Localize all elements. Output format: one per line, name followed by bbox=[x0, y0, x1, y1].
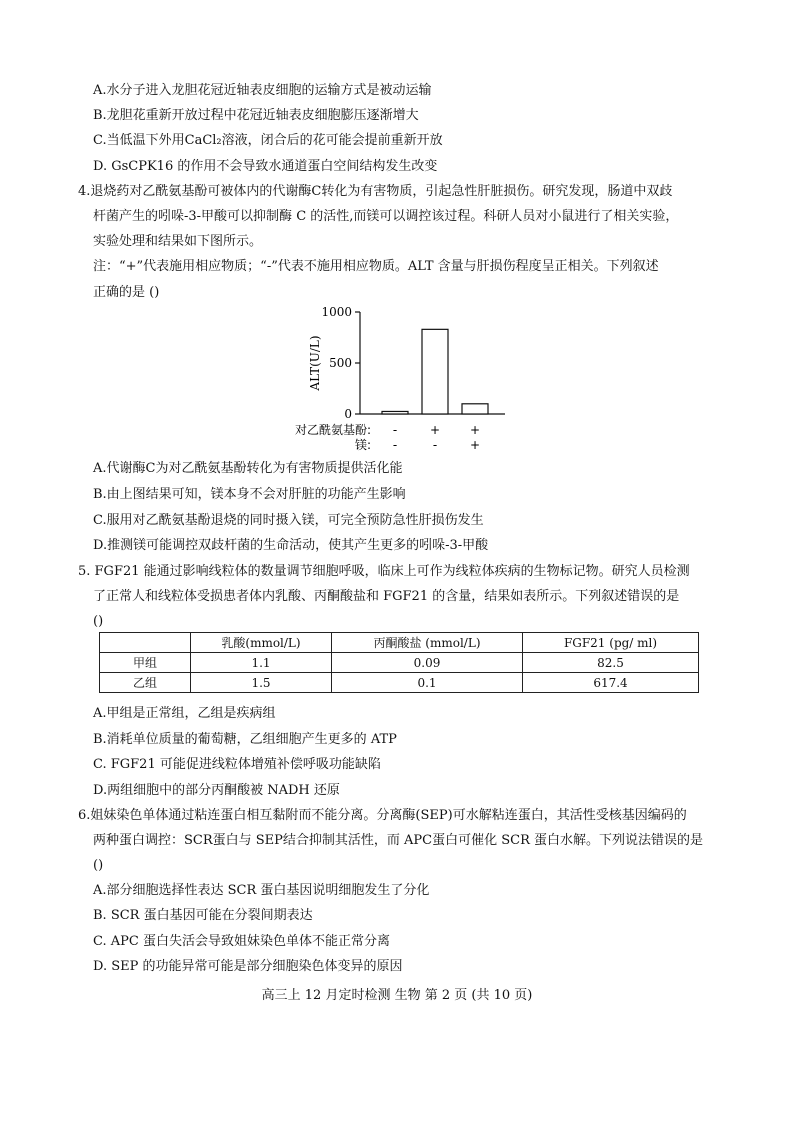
q6-option-b: B. SCR 蛋白基因可能在分裂间期表达 bbox=[93, 908, 313, 923]
q5-option-a: A.甲组是正常组，乙组是疾病组 bbox=[93, 706, 276, 721]
table-header-cell: FGF21 (pg/ ml) bbox=[523, 633, 699, 653]
q3-option-b: B.龙胆花重新开放过程中花冠近轴表皮细胞膨压逐渐增大 bbox=[93, 108, 419, 123]
q6-option-c: C. APC 蛋白失活会导致姐妹染色单体不能正常分离 bbox=[93, 934, 390, 949]
treatment-mark: + bbox=[429, 423, 441, 437]
q6-stem-line: 两种蛋白调控：SCR蛋白与 SEP结合抑制其活性，而 APC蛋白可催化 SCR 蛋白水解。下列说法错误的是 bbox=[93, 833, 704, 848]
q6-option-a: A.部分细胞选择性表达 SCR 蛋白基因说明细胞发生了分化 bbox=[93, 883, 430, 898]
q5-stem-line: 了正常人和线粒体受损患者体内乳酸、丙酮酸盐和 FGF21 的含量，结果如表所示。下列叙述错误的是 bbox=[93, 589, 680, 604]
treatment-mark: + bbox=[469, 438, 481, 452]
bar bbox=[382, 411, 408, 414]
q6-stem-line: () bbox=[93, 858, 104, 873]
table-header-cell bbox=[100, 633, 191, 653]
q5-option-d: D.两组细胞中的部分丙酮酸被 NADH 还原 bbox=[93, 783, 340, 798]
q5-stem-line: () bbox=[93, 614, 104, 629]
q4-stem-line: 正确的是 () bbox=[93, 285, 160, 300]
bar bbox=[462, 404, 488, 414]
q4-option-d: D.推测镁可能调控双歧杆菌的生命活动，使其产生更多的吲哚-3-甲酸 bbox=[93, 538, 489, 553]
table-cell: 0.1 bbox=[332, 673, 523, 693]
treatment-mark: - bbox=[392, 423, 398, 437]
y-tick-label: 500 bbox=[329, 356, 352, 370]
y-tick-label: 0 bbox=[344, 407, 352, 421]
q3-option-d: D. GsCPK16 的作用不会导致水通道蛋白空间结构发生改变 bbox=[93, 159, 438, 174]
q3-option-a: A.水分子进入龙胆花冠近轴表皮细胞的运输方式是被动运输 bbox=[93, 83, 432, 98]
bar bbox=[422, 329, 448, 414]
table-row bbox=[100, 673, 699, 693]
q5-option-b: B.消耗单位质量的葡萄糖，乙组细胞产生更多的 ATP bbox=[93, 732, 397, 747]
alt-bar-chart bbox=[285, 300, 515, 460]
treatment-row-label: 对乙酰氨基酚: bbox=[294, 423, 371, 437]
q5-option-c: C. FGF21 可能促进线粒体增殖补偿呼吸功能缺陷 bbox=[93, 757, 381, 772]
q4-stem-line: 4.退烧药对乙酰氨基酚可被体内的代谢酶C转化为有害物质，引起急性肝脏损伤。研究发现，肠道中双歧 bbox=[78, 184, 673, 199]
treatment-row-label: 镁: bbox=[354, 438, 371, 452]
table-header-cell: 乳酸(mmol/L) bbox=[191, 633, 332, 653]
q4-option-a: A.代谢酶C为对乙酰氨基酚转化为有害物质提供活化能 bbox=[93, 461, 403, 476]
q4-option-c: C.服用对乙酰氨基酚退烧的同时摄入镁，可完全预防急性肝损伤发生 bbox=[93, 513, 484, 528]
q4-stem-line: 杆菌产生的吲哚-3-甲酸可以抑制酶 C 的活性,而镁可以调控该过程。科研人员对小鼠进行了相关实验， bbox=[93, 209, 679, 224]
table-cell: 617.4 bbox=[523, 673, 699, 693]
treatment-mark: - bbox=[432, 438, 438, 452]
q4-stem-line: 注：“+”代表施用相应物质；“-”代表不施用相应物质。ALT 含量与肝损伤程度呈正相关。下列叙述 bbox=[93, 259, 659, 274]
table-cell: 0.09 bbox=[332, 653, 523, 673]
y-tick-label: 1000 bbox=[321, 305, 352, 319]
page-footer: 高三上 12 月定时检测 生物 第 2 页 (共 10 页) bbox=[261, 988, 533, 1003]
table-cell: 82.5 bbox=[523, 653, 699, 673]
y-axis-label: ALT(U/L) bbox=[308, 335, 322, 391]
q6-option-d: D. SEP 的功能异常可能是部分细胞染色体变异的原因 bbox=[93, 959, 403, 974]
data-table bbox=[99, 632, 699, 693]
table-cell: 甲组 bbox=[100, 653, 191, 673]
table-row bbox=[100, 653, 699, 673]
table-cell: 乙组 bbox=[100, 673, 191, 693]
table-cell: 1.5 bbox=[191, 673, 332, 693]
q4-option-b: B.由上图结果可知，镁本身不会对肝脏的功能产生影响 bbox=[93, 487, 406, 502]
q4-stem-line: 实验处理和结果如下图所示。 bbox=[93, 234, 263, 249]
treatment-mark: + bbox=[469, 423, 481, 437]
table-cell: 1.1 bbox=[191, 653, 332, 673]
q6-stem-line: 6.姐妹染色单体通过粘连蛋白相互黏附而不能分离。分离酶(SEP)可水解粘连蛋白，其活性受核基因编码的 bbox=[78, 808, 687, 823]
table-header-cell: 丙酮酸盐 (mmol/L) bbox=[332, 633, 523, 653]
treatment-mark: - bbox=[392, 438, 398, 452]
q5-stem-line: 5. FGF21 能通过影响线粒体的数量调节细胞呼吸，临床上可作为线粒体疾病的生物标记物。研究人员检测 bbox=[78, 564, 690, 579]
table-header-row bbox=[100, 633, 699, 653]
q3-option-c: C.当低温下外用CaCl₂溶液，闭合后的花可能会提前重新开放 bbox=[93, 133, 443, 148]
